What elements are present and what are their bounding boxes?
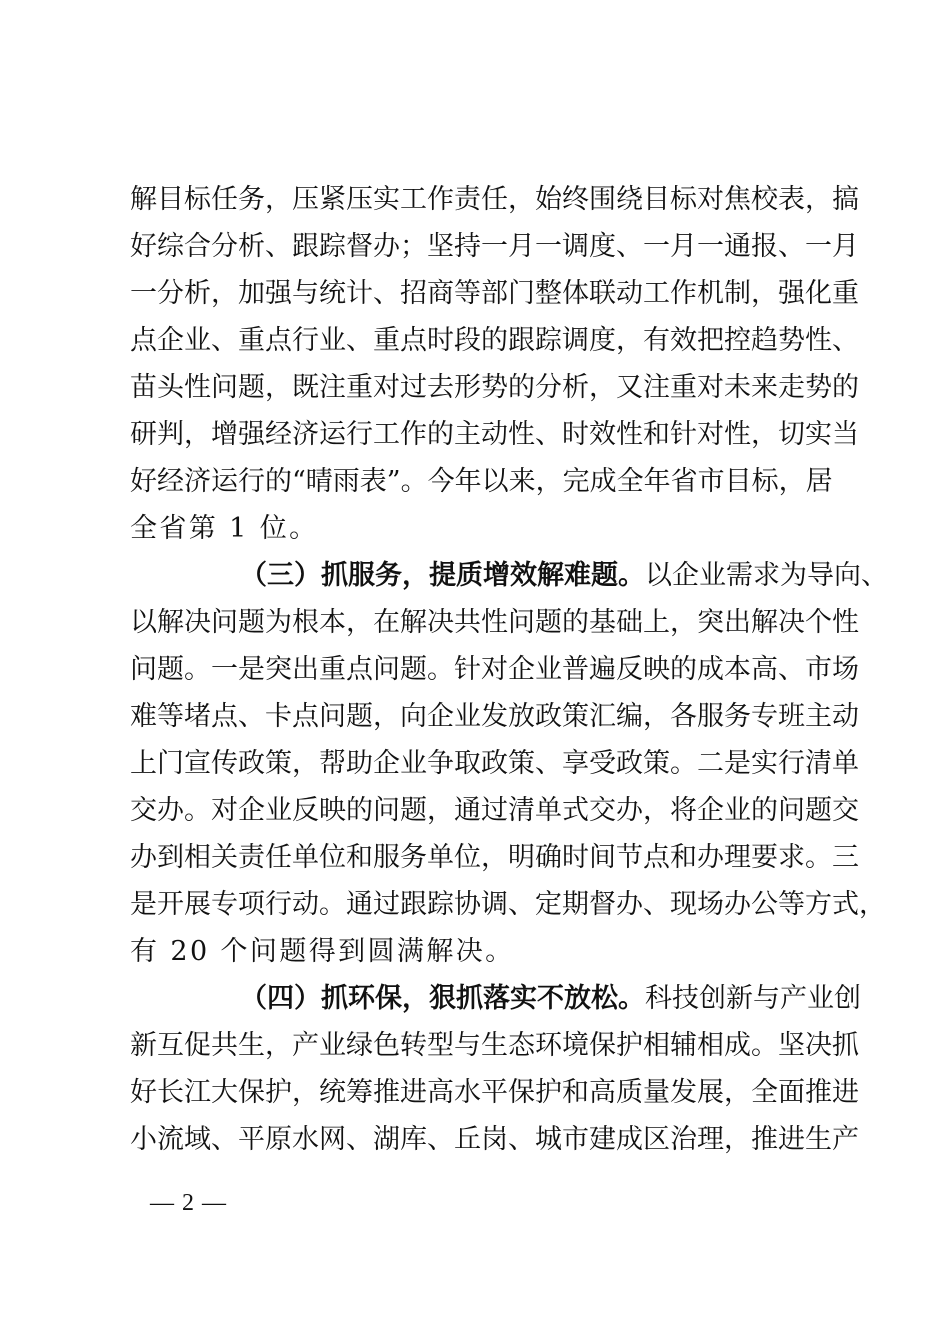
paragraph-line: 以解决问题为根本，在解决共性问题的基础上，突出解决个性 (130, 607, 859, 638)
paragraph-line: 解目标任务，压紧压实工作责任，始终围绕目标对焦校表，搞 (130, 184, 859, 215)
paragraph-line: 有 20 个问题得到圆满解决。 (130, 936, 515, 967)
paragraph-line: 全省第 1 位。 (130, 513, 319, 544)
paragraph-line: 上门宣传政策，帮助企业争取政策、享受政策。二是实行清单 (130, 748, 859, 779)
section-four-heading: （四）抓环保，狠抓落实不放松。 (240, 983, 645, 1014)
paragraph-line: 好综合分析、跟踪督办；坚持一月一调度、一月一通报、一月 (130, 231, 859, 262)
section-three-first-line-text: 以企业需求为导向、 (645, 560, 888, 591)
paragraph-line: 好长江大保护，统筹推进高水平保护和高质量发展，全面推进 (130, 1077, 859, 1108)
paragraph-line: 苗头性问题，既注重对过去形势的分析，又注重对未来走势的 (130, 372, 859, 403)
section-three-first-line (240, 552, 888, 599)
paragraph-line: 小流域、平原水网、湖库、丘岗、城市建成区治理，推进生产 (130, 1124, 859, 1155)
section-three-heading: （三）抓服务，提质增效解难题。 (240, 560, 645, 591)
paragraph-line: 新互促共生，产业绿色转型与生态环境保护相辅相成。坚决抓 (130, 1030, 859, 1061)
paragraph-line: 办到相关责任单位和服务单位，明确时间节点和办理要求。三 (130, 842, 859, 873)
paragraph-line: 是开展专项行动。通过跟踪协调、定期督办、现场办公等方式， (130, 889, 886, 920)
paragraph-line: 一分析，加强与统计、招商等部门整体联动工作机制，强化重 (130, 278, 859, 309)
section-four-first-line-text: 科技创新与产业创 (645, 983, 861, 1014)
paragraph-line: 交办。对企业反映的问题，通过清单式交办，将企业的问题交 (130, 795, 859, 826)
section-four-first-line (240, 975, 861, 1022)
paragraph-line: 问题。一是突出重点问题。针对企业普遍反映的成本高、市场 (130, 654, 859, 685)
page-number: — 2 — (150, 1190, 227, 1216)
paragraph-line: 点企业、重点行业、重点时段的跟踪调度，有效把控趋势性、 (130, 325, 859, 356)
paragraph-line: 难等堵点、卡点问题，向企业发放政策汇编，各服务专班主动 (130, 701, 859, 732)
paragraph-line: 研判，增强经济运行工作的主动性、时效性和针对性，切实当 (130, 419, 859, 450)
paragraph-line: 好经济运行的“晴雨表”。今年以来，完成全年省市目标，居 (130, 466, 833, 497)
